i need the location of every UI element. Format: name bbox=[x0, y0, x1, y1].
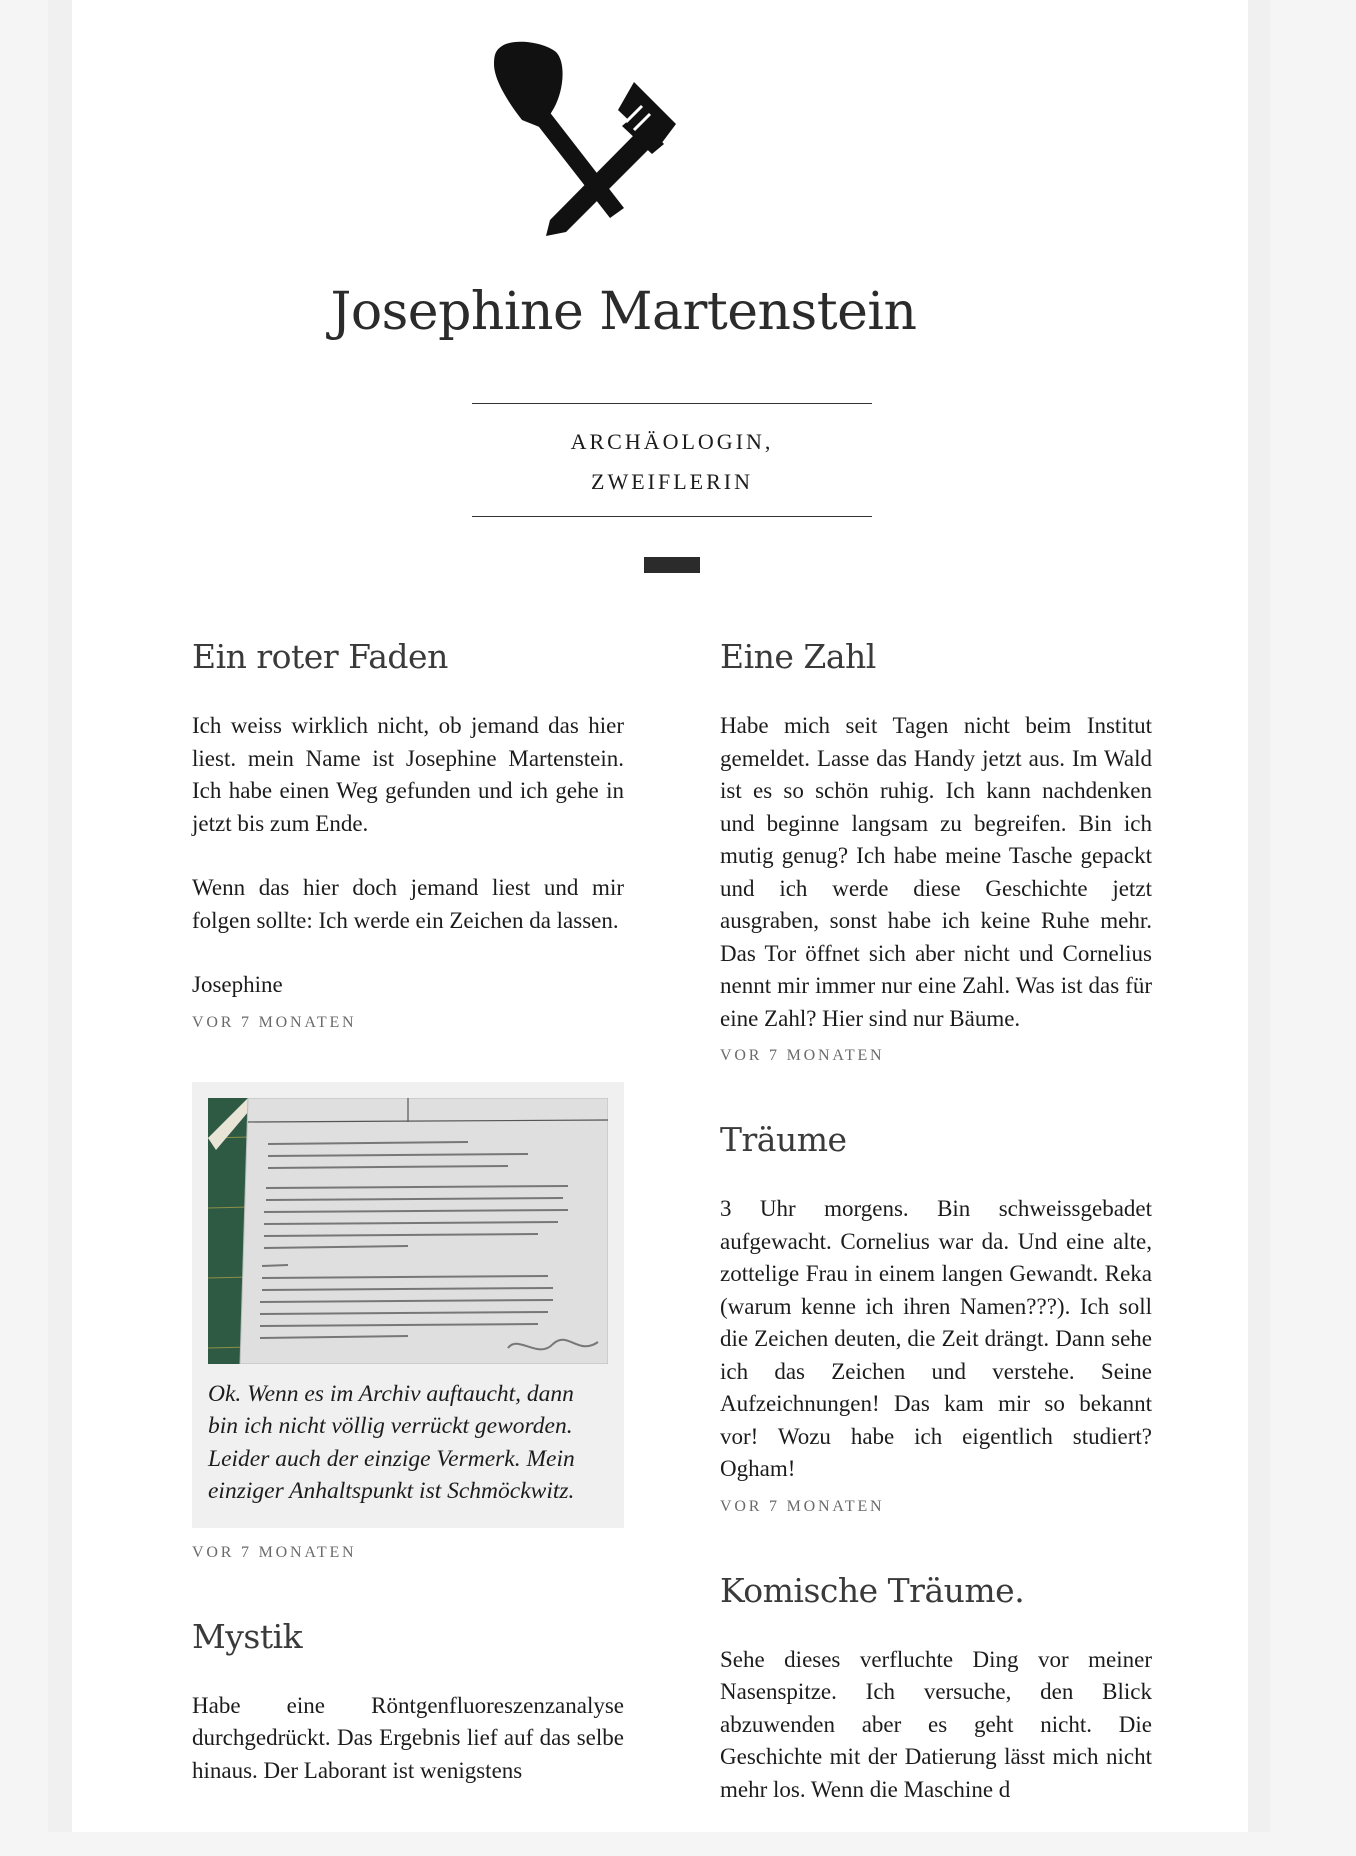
post-date[interactable]: VOR 7 MONATEN bbox=[192, 1543, 357, 1561]
post-body bbox=[192, 710, 624, 1002]
post-paragraph: Sehe dieses verfluchte Ding vor meiner Nasenspitze. Ich versuche, den Blick abzuwenden aber es geht nicht. Die Geschichte mit der Datierung lässt mich nicht mehr los. Wenn die Maschine d bbox=[720, 1646, 1152, 1802]
post-title[interactable]: Träume bbox=[720, 1120, 847, 1159]
post-mystik bbox=[192, 1612, 624, 1788]
crossed-shovel-and-brush-icon[interactable] bbox=[474, 40, 724, 240]
post-paragraph: Wenn das hier doch jemand liest und mir folgen sollte: Ich werde ein Zeichen da lassen. bbox=[192, 875, 624, 933]
post-body bbox=[192, 1690, 624, 1788]
archive-document-photo[interactable] bbox=[208, 1098, 608, 1364]
post-signature: Josephine bbox=[192, 972, 283, 997]
post-date[interactable]: VOR 7 MONATEN bbox=[192, 1013, 357, 1031]
post-date[interactable]: VOR 7 MONATEN bbox=[720, 1047, 885, 1064]
post-paragraph: Ich weiss wirklich nicht, ob jemand das hier liest. mein Name ist Josephine Martenstein. Ich habe einen Weg gefunden und ich gehe in jetzt bis zum Ende. bbox=[192, 713, 624, 836]
post-traeume bbox=[720, 1115, 1152, 1516]
site-tagline bbox=[472, 403, 872, 517]
post-body bbox=[720, 710, 1152, 1035]
post-paragraph: Habe eine Röntgenfluoreszenzanalyse durchgedrückt. Das Ergebnis lief auf das selbe hinaus. Der Laborant ist wenigstens bbox=[192, 1692, 624, 1783]
image-caption: Ok. Wenn es im Archiv auftaucht, dann bin ich nicht völlig verrückt geworden. Leider auch der einzige Vermerk. Mein einziger Anhaltspunkt ist Schmöckwitz. bbox=[208, 1380, 575, 1504]
post-paragraph: 3 Uhr morgens. Bin schweissgebadet aufgewacht. Cornelius war da. Und eine alte, zottelige Frau in einem langen Gewandt. Reka (warum kenne ich ihren Namen???). Ich soll die Zeichen deuten, die Zeit drängt. Dann sehe ich das Zeichen und verstehe. Seine Aufzeichnungen! Das kam mir so bekannt vor! Wozu habe ich eigentlich studiert? Ogham! bbox=[720, 1196, 1152, 1481]
right-column bbox=[720, 632, 1152, 1856]
tagline-line-2: ZWEIFLERIN bbox=[591, 469, 753, 494]
tagline-line-1: ARCHÄOLOGIN, bbox=[570, 429, 774, 454]
post-title[interactable]: Ein roter Faden bbox=[192, 637, 448, 676]
post-paragraph: Habe mich seit Tagen nicht beim Institut gemeldet. Lasse das Handy jetzt aus. Im Wald ist es so schön ruhig. Ich kann nachdenken und beginne langsam zu begreifen. Bin ich mutig genug? Ich habe meine Tasche gepackt und ich werde diese Geschichte jetzt ausgraben, sonst habe ich keine Ruhe mehr. Das Tor öffnet sich aber nicht und Cornelius nennt mir immer nur eine Zahl. Was ist das für eine Zahl? Hier sind nur Bäume. bbox=[720, 713, 1152, 1031]
menu-toggle-button[interactable] bbox=[644, 557, 700, 573]
image-card bbox=[192, 1082, 624, 1528]
post-ein-roter-faden bbox=[192, 632, 624, 1032]
post-title[interactable]: Eine Zahl bbox=[720, 637, 876, 676]
post-eine-zahl bbox=[720, 632, 1152, 1065]
post-title[interactable]: Mystik bbox=[192, 1616, 303, 1656]
post-title[interactable]: Komische Träume. bbox=[720, 1570, 1025, 1610]
left-column bbox=[192, 632, 624, 1837]
post-archive-photo bbox=[192, 1082, 624, 1562]
post-date[interactable]: VOR 7 MONATEN bbox=[720, 1497, 885, 1515]
post-body bbox=[720, 1644, 1152, 1807]
site-title[interactable]: Josephine Martenstein bbox=[330, 282, 917, 342]
post-body bbox=[720, 1193, 1152, 1486]
post-komische-traeume bbox=[720, 1566, 1152, 1807]
